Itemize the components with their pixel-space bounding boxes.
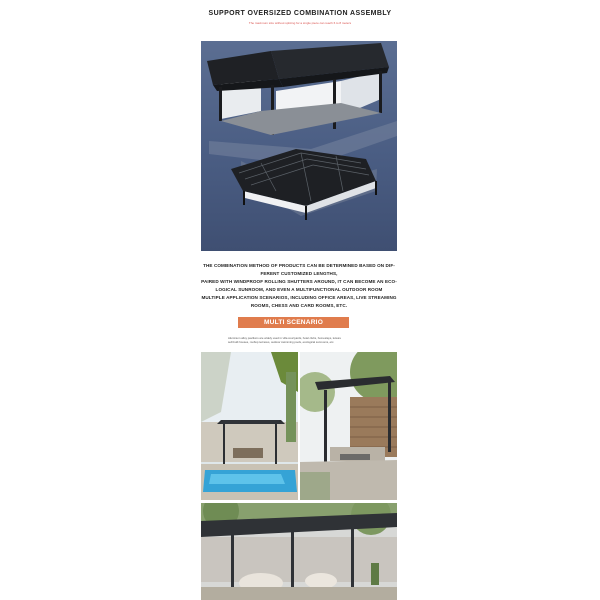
caption-line: self-built houses, rooftop terraces, outdoor swimming pools, ecological sunrooms, etc. [228, 340, 335, 344]
page-subtitle: The maximum size without splicing for a single piece can reach 6 to 8 meters [248, 21, 352, 25]
description-line: FERENT CUSTOMIZED LENGTHS, [260, 271, 338, 276]
product-description [201, 262, 397, 310]
section-banner: MULTI SCENARIO APPLICATIONS [238, 317, 349, 328]
page-title: SUPPORT OVERSIZED COMBINATION ASSEMBLY [208, 10, 392, 17]
scenario-caption [228, 336, 373, 344]
caption-line: Aluminum alloy pavilions are widely used in villa courtyards, hotel clubs, homestays, leisure [228, 336, 342, 340]
garden-pergola-photo [300, 352, 397, 500]
pool-pergola-photo [201, 352, 298, 500]
description-line: ROOMS, CHESS AND CARD ROOMS, ETC. [250, 303, 348, 308]
description-line: THE COMBINATION METHOD OF PRODUCTS CAN BE DETERMINED BASED ON DIF- [203, 263, 395, 268]
description-line: LOGICAL SUNROOM, AND EVEN A MULTIFUNCTIONAL OUTDOOR ROOM [215, 287, 383, 292]
patio-pergola-photo [201, 503, 397, 600]
pergola-render-image [201, 41, 397, 251]
lower-pergola-render [231, 149, 377, 220]
description-line: MULTIPLE APPLICATION SCENARIOS, INCLUDING OFFICE AREAS, LIVE STREAMING [201, 295, 397, 300]
description-line: PAIRED WITH WINDPROOF ROLLING SHUTTERS AROUND, IT CAN BECOME AN ECO- [201, 279, 397, 284]
upper-pergola-render [207, 43, 397, 166]
